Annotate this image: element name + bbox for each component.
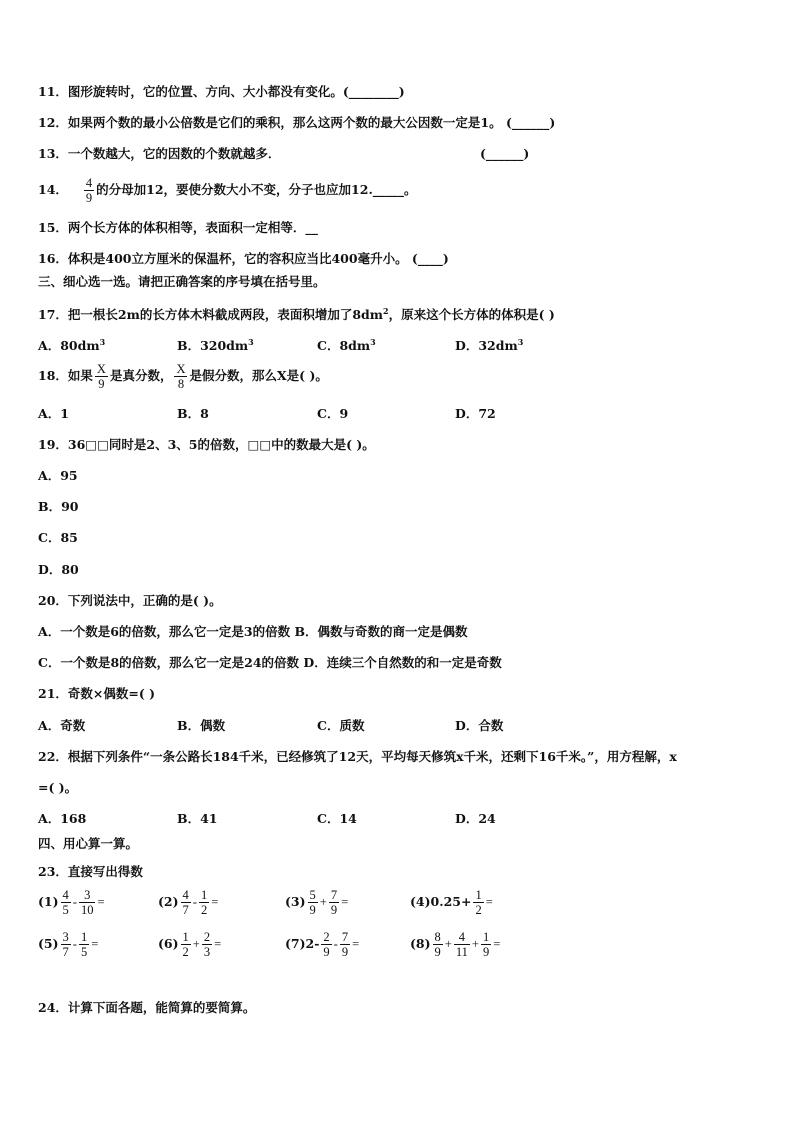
operator: + xyxy=(471,937,479,951)
option-22-d: D．24 xyxy=(455,811,496,826)
operator: - xyxy=(333,937,338,951)
operator: - xyxy=(192,895,197,909)
calc-item-6 xyxy=(158,930,221,959)
calc-label: (3) xyxy=(285,894,306,909)
operator: - xyxy=(72,937,77,951)
question-22-line-2: =( )。 xyxy=(38,780,78,795)
fraction: $\frac{3}{10}$ xyxy=(80,888,94,917)
fraction: $\frac{8}{9}$ xyxy=(434,930,441,959)
operator: + xyxy=(319,895,327,909)
question-15: 15．两个长方体的体积相等，表面积一定相等．__ xyxy=(38,220,318,235)
fraction: $\frac{7}{9}$ xyxy=(341,930,349,959)
fraction: $\frac{7}{9}$ xyxy=(330,888,338,917)
option-21-c: C．质数 xyxy=(317,718,365,733)
calc-item-7 xyxy=(285,930,359,959)
option-22-a: A．168 xyxy=(38,811,87,826)
calc-label: (6) xyxy=(158,936,179,951)
option-21-a: A．奇数 xyxy=(38,718,86,733)
equals-sign: = xyxy=(214,937,222,951)
fraction: $\frac{3}{7}$ xyxy=(62,930,69,959)
question-13-blank: (______) xyxy=(480,146,530,161)
option-17-b: B．$320dm^3$ xyxy=(177,337,254,354)
question-18: 18．如果 $\frac{X}{9}$ 是真分数， $\frac{X}{8}$ 是假分数，那么X是( )。 xyxy=(38,362,328,391)
calc-item-4 xyxy=(410,888,493,917)
option-17-a: A．$80dm^3$ xyxy=(38,337,106,354)
fraction: $\frac{1}{2}$ xyxy=(475,888,482,917)
option-18-a: A．1 xyxy=(38,406,69,421)
option-18-d: D．72 xyxy=(455,406,496,421)
fraction-x-9: $\frac{X}{9}$ xyxy=(96,362,106,391)
calc-label: (8) xyxy=(410,936,431,951)
calc-item-1 xyxy=(38,888,105,917)
fraction-x-8: $\frac{X}{8}$ xyxy=(176,362,186,391)
question-14 xyxy=(38,175,417,205)
operator: - xyxy=(72,895,77,909)
question-19: 19．36□□同时是2、3、5的倍数，□□中的数最大是( )。 xyxy=(38,437,375,452)
option-22-c: C．14 xyxy=(317,811,357,826)
option-21-d: D．合数 xyxy=(455,718,504,733)
question-24: 24．计算下面各题，能简算的要简算。 xyxy=(38,1000,256,1015)
equals-sign: = xyxy=(91,937,99,951)
question-12: 12．如果两个数的最小公倍数是它们的乘积，那么这两个数的最大公因数一定是1。 (______) xyxy=(38,115,556,130)
fraction: $\frac{2}{9}$ xyxy=(323,930,330,959)
calc-item-2 xyxy=(158,888,218,917)
calc-label: (7)2- xyxy=(285,936,320,951)
equals-sign: = xyxy=(341,895,349,909)
fraction: $\frac{4}{5}$ xyxy=(62,888,69,917)
option-17-c: C．$8dm^3$ xyxy=(317,337,376,354)
equals-sign: = xyxy=(352,937,360,951)
calc-label: (1) xyxy=(38,894,59,909)
fraction: $\frac{1}{5}$ xyxy=(80,930,88,959)
question-20: 20．下列说法中，正确的是( )。 xyxy=(38,593,222,608)
question-21: 21．奇数×偶数=( ) xyxy=(38,686,156,701)
fraction: $\frac{1}{2}$ xyxy=(182,930,189,959)
fraction: $\frac{2}{3}$ xyxy=(203,930,211,959)
option-18-b: B．8 xyxy=(177,406,209,421)
option-22-b: B．41 xyxy=(177,811,218,826)
operator: + xyxy=(192,937,200,951)
option-18-c: C．9 xyxy=(317,406,349,421)
equals-sign: = xyxy=(485,895,493,909)
option-20-ab: A．一个数是6的倍数，那么它一定是3的倍数 B．偶数与奇数的商一定是偶数 xyxy=(38,624,468,639)
option-19-d: D．80 xyxy=(38,562,79,577)
calc-item-3 xyxy=(285,888,348,917)
equals-sign: = xyxy=(493,937,501,951)
calc-label: (2) xyxy=(158,894,179,909)
fraction: $\frac{4}{11}$ xyxy=(455,930,468,959)
question-16: 16．体积是400立方厘米的保温杯，它的容积应当比400毫升小。 (____) xyxy=(38,251,449,266)
calc-label: (5) xyxy=(38,936,59,951)
operator: + xyxy=(444,937,452,951)
option-19-b: B．90 xyxy=(38,499,79,514)
fraction: $\frac{4}{7}$ xyxy=(182,888,189,917)
option-20-cd: C．一个数是8的倍数，那么它一定是24的倍数 D．连续三个自然数的和一定是奇数 xyxy=(38,655,502,670)
option-19-c: C．85 xyxy=(38,530,78,545)
equals-sign: = xyxy=(211,895,219,909)
question-23: 23．直接写出得数 xyxy=(38,864,143,879)
fraction: $\frac{1}{9}$ xyxy=(482,930,490,959)
equals-sign: = xyxy=(97,895,105,909)
section-4-heading: 四、用心算一算。 xyxy=(38,836,139,851)
fraction-4-9: $\frac{4}{9}$ xyxy=(85,176,93,205)
question-13 xyxy=(38,146,280,162)
section-3-heading: 三、细心选一选。请把正确答案的序号填在括号里。 xyxy=(38,274,326,289)
question-17: 17．把一根长2m的长方体木料截成两段，表面积增加了$8dm^2$，原来这个长方体的体积是( ) xyxy=(38,306,555,323)
question-14-text: 的分母加12，要使分数大小不变，分子也应加12._____。 xyxy=(96,182,417,197)
option-21-b: B．偶数 xyxy=(177,718,226,733)
calc-item-5 xyxy=(38,930,98,959)
fraction: $\frac{1}{2}$ xyxy=(200,888,208,917)
option-19-a: A．95 xyxy=(38,468,78,483)
question-14-prefix: 14． xyxy=(38,182,68,197)
fraction: $\frac{5}{9}$ xyxy=(309,888,316,917)
calc-item-8 xyxy=(410,930,500,959)
option-17-d: D．$32dm^3$ xyxy=(455,337,524,354)
calc-label: (4)0.25+ xyxy=(410,894,472,909)
question-13-text: 13．一个数越大，它的因数的个数就越多． xyxy=(38,146,281,161)
question-22-line-1: 22．根据下列条件“一条公路长184千米，已经修筑了12天，平均每天修筑x千米，还剩下16千米。”，用方程解，x xyxy=(38,749,677,764)
question-11: 11．图形旋转时，它的位置、方向、大小都没有变化。(________) xyxy=(38,84,405,99)
